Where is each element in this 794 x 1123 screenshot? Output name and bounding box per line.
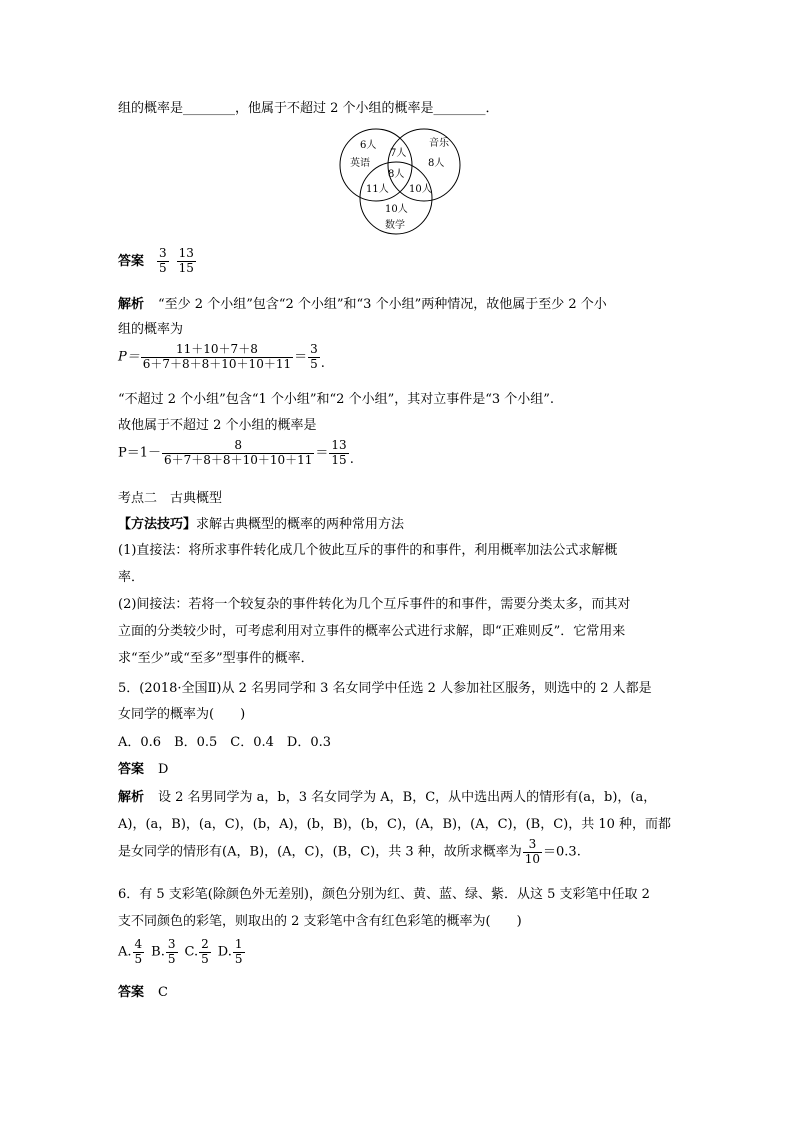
- venn-math-count: 10人: [385, 204, 408, 215]
- venn-music-count: 8人: [428, 158, 445, 169]
- q6-options: A. $\frac{4}{5}$ B. $\frac{3}{5}$ C. $\frac{2}{5}$ D. $\frac{1}{5}$: [118, 937, 243, 966]
- method-tag: 【方法技巧】: [118, 517, 197, 532]
- method-1-line1: (1)直接法：将所求事件转化成几个彼此互斥的事件的和事件，利用概率加法公式求解概: [118, 543, 618, 558]
- method-tip: 【方法技巧】求解古典概型的概率的两种常用方法: [118, 517, 405, 532]
- q5-analysis-line1: 解析 设 2 名男同学为 a，b，3 名女同学为 A，B，C，从中选出两人的情形有(a，b)，(a，: [118, 790, 657, 805]
- method-1-line2: 率．: [118, 570, 145, 585]
- venn-english-label: 英语: [350, 158, 370, 169]
- fraction: $\frac{2}{5}$: [201, 937, 209, 966]
- q6-line1: 6．有 5 支彩笔(除颜色外无差别)，颜色分别为红、黄、蓝、绿、紫．从这 5 支彩笔中任取 2: [118, 887, 650, 902]
- fraction: $\frac{8}{6+7+8+8+10+10+11}$: [164, 438, 313, 467]
- q5-analysis-line3: 是女同学的情形有(A，B)，(A，C)，(B，C)，共 3 种，故所求概率为 $\frac{3}{10}$ ＝0.3.: [118, 837, 581, 866]
- method-2-line1: (2)间接法：若将一个较复杂的事件转化为几个互斥事件的和事件，需要分类太多，而其对: [118, 597, 631, 612]
- q5-analysis-line2: A)，(a，B)，(a，C)，(b，A)，(b，B)，(b，C)，(A，B)，(A，C)，(B，C)，共 10 种，而都: [118, 817, 672, 832]
- q4-analysis-line4: 故他属于不超过 2 个小组的概率是: [118, 418, 317, 433]
- answer-label: 答案: [118, 253, 145, 269]
- venn-music-label: 音乐: [429, 138, 449, 149]
- venn-english-music: 7人: [390, 148, 407, 159]
- fraction: $\frac{13}{15}$: [178, 246, 194, 275]
- fraction: $\frac{13}{15}$: [331, 438, 347, 467]
- fraction: $\frac{4}{5}$: [134, 937, 143, 966]
- q4-analysis-line2: 组的概率为: [118, 322, 184, 337]
- q5-answer: 答案 D: [118, 762, 169, 777]
- answer-label: 答案: [118, 762, 145, 777]
- venn-diagram: [330, 126, 470, 238]
- section-title: 考点二 古典概型: [118, 491, 223, 506]
- venn-center: 8人: [388, 169, 405, 180]
- fraction: $\frac{3}{5}$: [167, 937, 176, 966]
- fraction: $\frac{3}{5}$: [310, 342, 318, 371]
- fraction: $\frac{1}{5}$: [234, 937, 243, 966]
- venn-english-count: 6人: [360, 140, 377, 151]
- q5-line1: 5．(2018·全国Ⅱ)从 2 名男同学和 3 名女同学中任选 2 人参加社区服务，则选中的 2 人都是: [118, 681, 652, 696]
- q6-answer: 答案 C: [118, 985, 168, 1000]
- q4-analysis-line1: 解析 “至少 2 个小组”包含“2 个小组”和“3 个小组”两种情况，故他属于至少 2 个小: [118, 297, 607, 312]
- equation-2: P＝1－ $\frac{8}{6+7+8+8+10+10+11}$ ＝ $\frac{13}{15}$ .: [118, 438, 354, 467]
- q6-line2: 支不同颜色的彩笔，则取出的 2 支彩笔中含有红色彩笔的概率为( ): [118, 914, 522, 929]
- q4-answer: [118, 247, 197, 276]
- fraction: $\frac{3}{10}$: [524, 837, 541, 866]
- answer-label: 答案: [118, 985, 145, 1000]
- analysis-label: 解析: [118, 297, 145, 312]
- equation-1: P＝ $\frac{11+10+7+8}{6+7+8+8+10+10+11}$ ＝ $\frac{3}{5}$ .: [118, 342, 325, 371]
- fraction: $\frac{3}{5}$: [159, 246, 167, 275]
- fraction: $\frac{11+10+7+8}{6+7+8+8+10+10+11}$: [142, 342, 292, 371]
- analysis-label: 解析: [118, 790, 145, 805]
- venn-english-math: 11人: [366, 184, 389, 195]
- question-continuation: 组的概率是________，他属于不超过 2 个小组的概率是________．: [118, 101, 499, 116]
- venn-music-math: 10人: [409, 184, 432, 195]
- q5-line2: 女同学的概率为( ): [118, 707, 246, 722]
- venn-math-label: 数学: [385, 220, 405, 231]
- q5-options: A．0.6 B．0.5 C．0.4 D．0.3: [118, 735, 332, 750]
- q4-analysis-line3: “不超过 2 个小组”包含“1 个小组”和“2 个小组”，其对立事件是“3 个小组”.: [118, 392, 555, 407]
- method-2-line3: 求“至少”或“至多”型事件的概率．: [118, 651, 314, 666]
- method-2-line2: 立面的分类较少时，可考虑利用对立事件的概率公式进行求解，即“正难则反”．它常用来: [118, 624, 626, 639]
